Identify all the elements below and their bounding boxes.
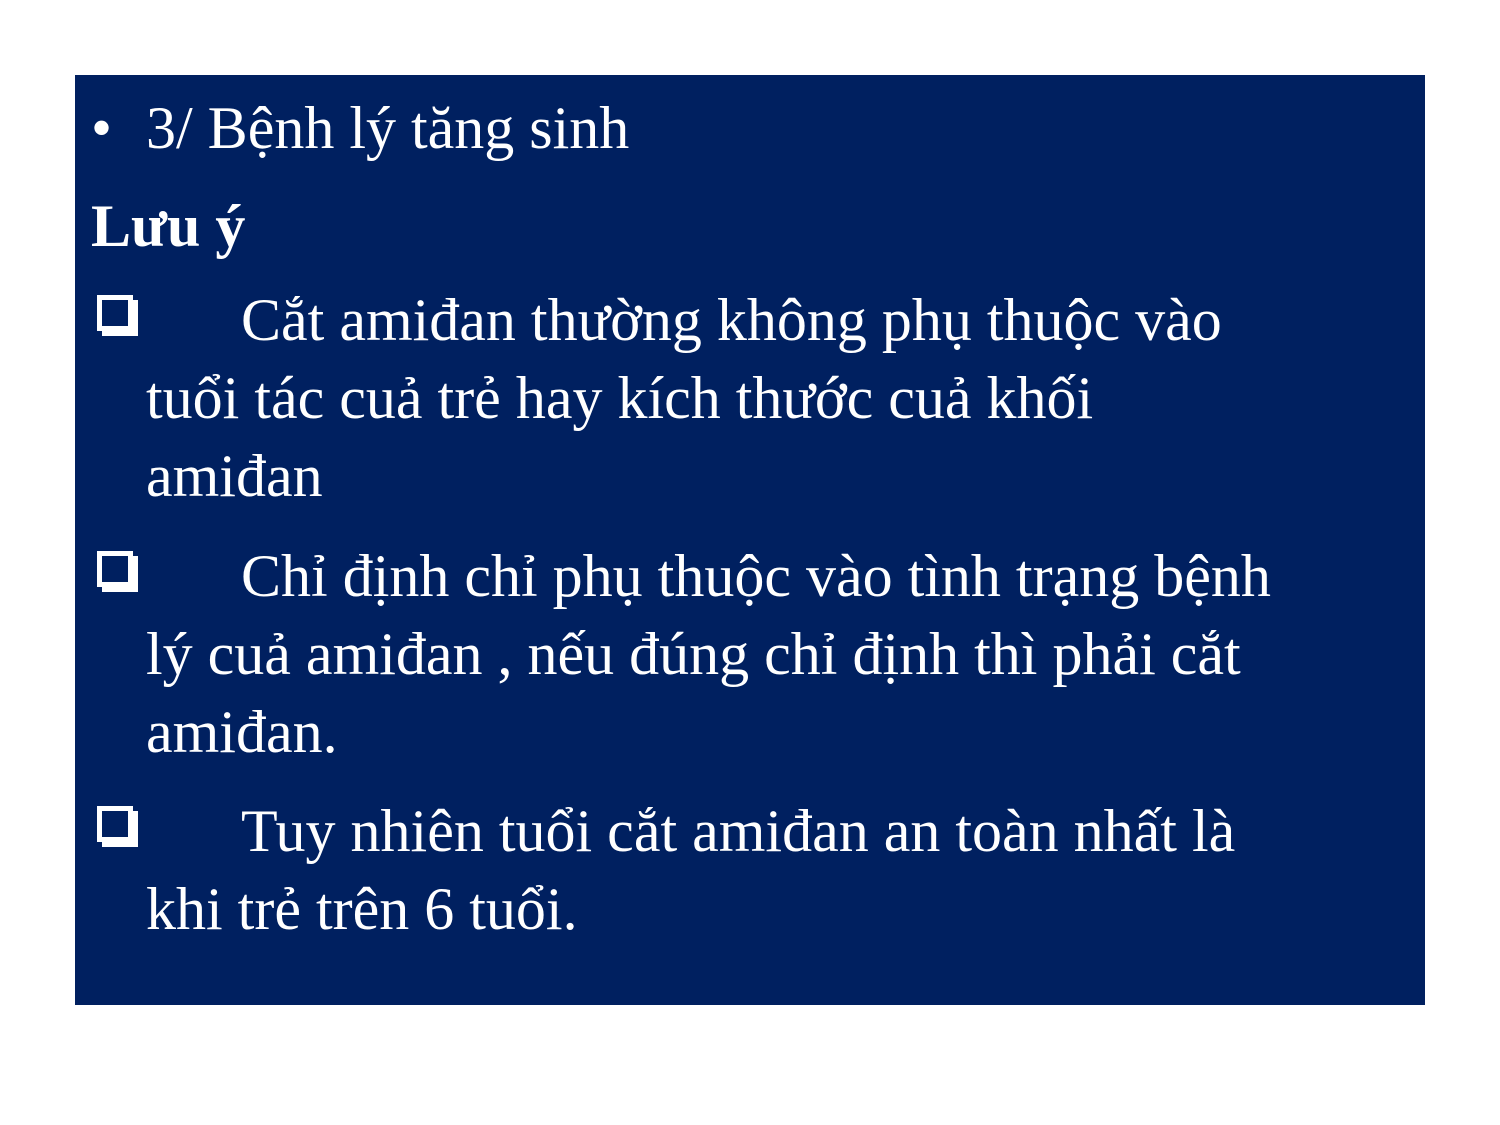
list-item-1-line-1: Cắt amiđan thường không phụ thuộc vào: [241, 287, 1222, 353]
list-item-2-line-3: amiđan.: [146, 699, 338, 765]
list-item-2-line-1: Chỉ định chỉ phụ thuộc vào tình trạng bệnh: [241, 543, 1271, 609]
slide-heading: 3/ Bệnh lý tăng sinh: [146, 95, 630, 161]
slide-content-box: [75, 75, 1425, 1005]
list-item-1-line-3: amiđan: [146, 443, 323, 509]
checkbox-bullet-icon: [97, 551, 133, 587]
list-item-3-line-2: khi trẻ trên 6 tuổi.: [146, 876, 578, 942]
list-item-3-line-1: Tuy nhiên tuổi cắt amiđan an toàn nhất là: [241, 798, 1236, 864]
bullet-dot-icon: •: [91, 95, 113, 161]
note-label: Lưu ý: [91, 193, 246, 259]
checkbox-bullet-icon: [97, 806, 133, 842]
checkbox-bullet-icon: [97, 295, 133, 331]
list-item-2-line-2: lý cuả amiđan , nếu đúng chỉ định thì phải cắt: [146, 621, 1241, 687]
list-item-1-line-2: tuổi tác cuả trẻ hay kích thước cuả khối: [146, 365, 1094, 431]
